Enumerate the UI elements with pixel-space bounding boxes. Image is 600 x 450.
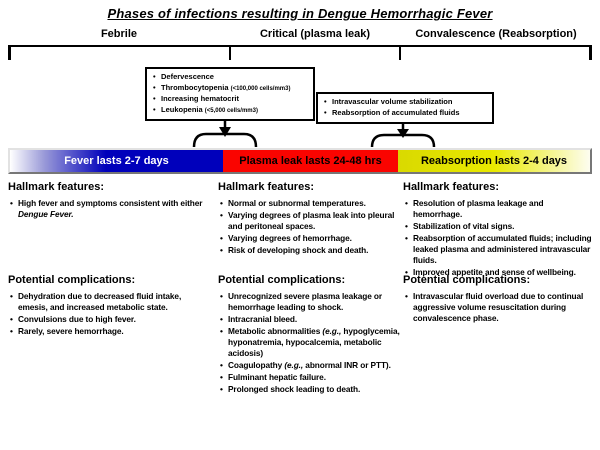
- bullet-item: • Intravascular fluid overload due to continual aggressive volume resuscitation during convalescence phase.: [403, 291, 592, 324]
- bullet-item: • Resolution of plasma leakage and hemorrhage.: [403, 198, 592, 220]
- section-heading: Potential complications:: [218, 274, 346, 286]
- convalescence-onset-callout: [316, 92, 494, 124]
- bullet-item: • Varying degrees of plasma leak into pleural and peritoneal spaces.: [218, 210, 400, 232]
- bullet-item: • Defervescence: [152, 72, 308, 83]
- bullet-item: • Increasing hematocrit: [152, 94, 308, 105]
- febrile-hallmark-list: [8, 198, 210, 220]
- febrile-complications-list: [8, 291, 210, 337]
- timeline-tick-critical: [229, 45, 231, 60]
- section-heading: Potential complications:: [403, 274, 531, 286]
- convalescence-hallmark-list: [403, 198, 592, 278]
- duration-label-convalescence: Reabsorption lasts 2-4 days: [420, 155, 568, 167]
- bullet-item: • Prolonged shock leading to death.: [218, 384, 400, 395]
- critical-complications-section: [218, 274, 400, 395]
- down-arrow-brace-critical: [190, 119, 260, 148]
- critical-complications-list: [218, 291, 400, 394]
- bullet-item: • Leukopenia (<5,000 cells/mm3): [152, 105, 308, 116]
- bullet-item: • Unrecognized severe plasma leakage or hemorrhage leading to shock.: [218, 291, 400, 313]
- critical-hallmark-list: [218, 198, 400, 256]
- section-heading: Hallmark features:: [218, 181, 314, 193]
- timeline-tick-end: [589, 45, 592, 60]
- down-arrow-brace-convalescence: [368, 122, 438, 148]
- convalescence-hallmark-section: [403, 181, 592, 279]
- critical-hallmark-section: [218, 181, 400, 257]
- duration-segment-critical: [223, 150, 398, 172]
- bullet-item: • Convulsions due to high fever.: [8, 314, 210, 325]
- bullet-item: • Stabilization of vital signs.: [403, 221, 592, 232]
- bullet-item: • High fever and symptoms consistent with either Dengue Fever.: [8, 198, 210, 220]
- bullet-item: • Coagulopathy (e.g., abnormal INR or PTT).: [218, 360, 400, 371]
- bullet-item: • Metabolic abnormalities (e.g., hypoglycemia, hyponatremia, hypocalcemia, metabolic acidosis): [218, 326, 400, 359]
- timeline-tick-convalescence: [399, 45, 401, 60]
- duration-label-febrile: Fever lasts 2-7 days: [64, 155, 169, 167]
- febrile-complications-section: [8, 274, 210, 338]
- duration-segment-febrile: [10, 150, 223, 172]
- bullet-item: • Risk of developing shock and death.: [218, 245, 400, 256]
- bullet-item: • Thrombocytopenia (<100,000 cells/mm3): [152, 83, 308, 94]
- bullet-item: • Varying degrees of hemorrhage.: [218, 233, 400, 244]
- bullet-item: • Intravascular volume stabilization: [323, 97, 487, 108]
- bullet-item: • Intracranial bleed.: [218, 314, 400, 325]
- section-heading: Potential complications:: [8, 274, 136, 286]
- duration-label-critical: Plasma leak lasts 24-48 hrs: [239, 155, 382, 167]
- bullet-item: • Improved appetite and sense of wellbeing.: [403, 267, 592, 278]
- diagram-title: Phases of infections resulting in Dengue Hemorrhagic Fever: [107, 6, 493, 21]
- bullet-item: • Reabsorption of accumulated fluids: [323, 108, 487, 119]
- bullet-item: • Reabsorption of accumulated fluids; including leaked plasma and administered intravascular fluids.: [403, 233, 592, 266]
- bullet-item: • Fulminant hepatic failure.: [218, 372, 400, 383]
- timeline-tick-start: [8, 45, 11, 60]
- timeline-bracket-line: [8, 45, 592, 47]
- convalescence-complications-list: [403, 291, 592, 324]
- duration-segment-convalescence: [398, 150, 590, 172]
- phase-label-febrile: Febrile: [100, 28, 138, 40]
- section-heading: Hallmark features:: [403, 181, 499, 193]
- duration-bar: [8, 148, 592, 174]
- critical-onset-list: [152, 72, 308, 116]
- phase-label-convalescence: Convalescence (Reabsorption): [415, 28, 577, 40]
- bullet-item: • Dehydration due to decreased fluid intake, emesis, and increased metabolic state.: [8, 291, 210, 313]
- convalescence-onset-list: [323, 97, 487, 119]
- critical-onset-callout: [145, 67, 315, 121]
- phase-label-critical: Critical (plasma leak): [259, 28, 371, 40]
- convalescence-complications-section: [403, 274, 592, 325]
- section-heading: Hallmark features:: [8, 181, 104, 193]
- bullet-item: • Normal or subnormal temperatures.: [218, 198, 400, 209]
- febrile-hallmark-section: [8, 181, 210, 221]
- bullet-item: • Rarely, severe hemorrhage.: [8, 326, 210, 337]
